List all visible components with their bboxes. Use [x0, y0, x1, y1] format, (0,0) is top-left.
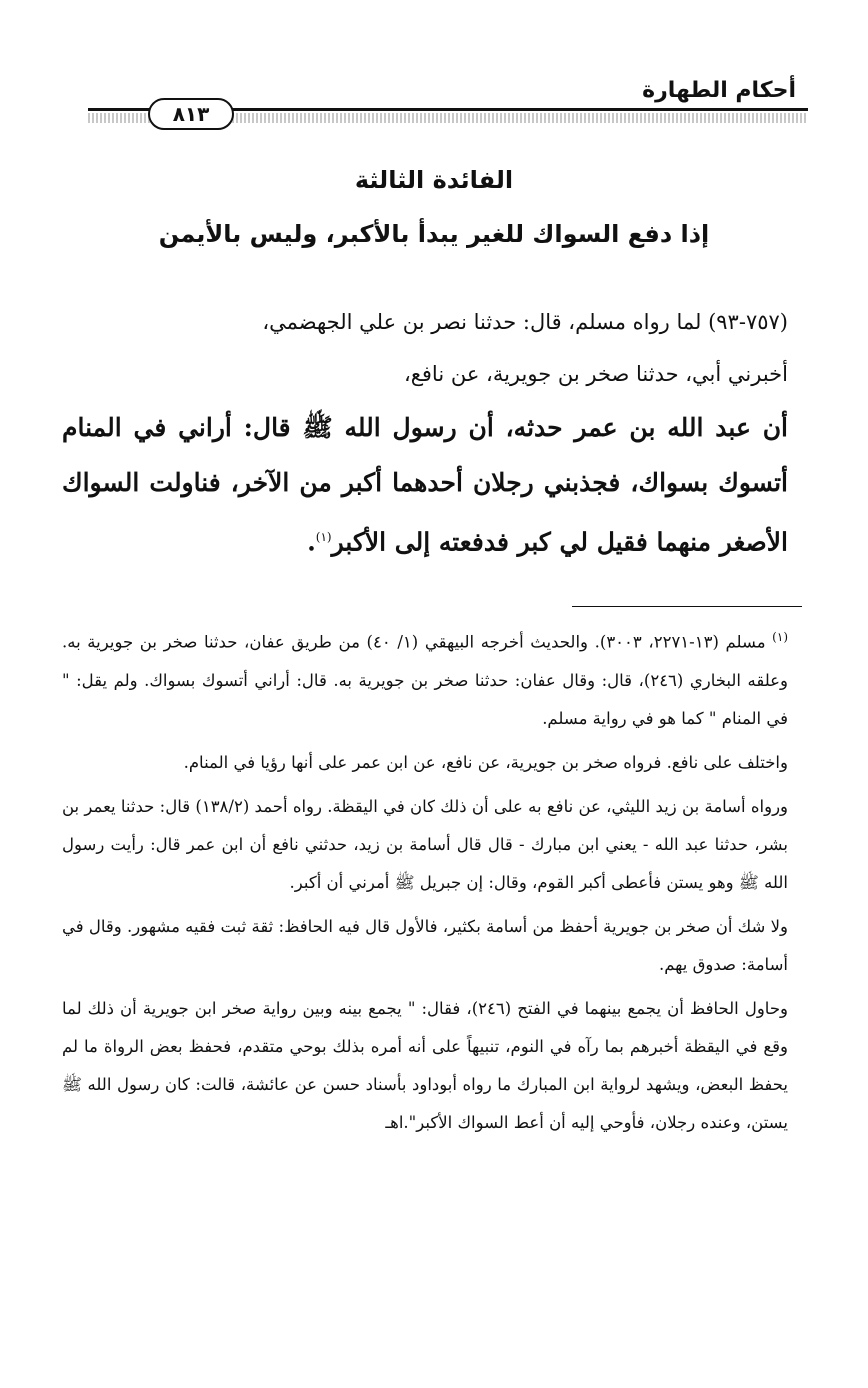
hadith-line-2: أتسوك بسواك، فجذبني رجلان أحدهما أكبر من الآخر، فناولت السواك [62, 468, 788, 497]
hadith-line-3-text: الأصغر منهما فقيل لي كبر فدفعته إلى الأكبر [331, 527, 788, 557]
isnad-line-2: أخبرني أبي، حدثنا صخر بن جويرية، عن نافع، [403, 362, 788, 386]
footnote-1-text: مسلم (١٣-٢٢٧١، ٣٠٠٣). والحديث أخرجه البيهقي (١/ ٤٠) من طريق عفان، حدثنا صخر بن جويرية به. وعلقه البخاري (٢٤٦)، قال: وقال عفان: حدثنا صخر بن جويرية به. قال: أراني أتسوك بسواك. ولم يقل: " في المنام " كما هو في رواية مسلم. [62, 632, 788, 728]
page-number: ٨١٣ [148, 98, 234, 130]
hadith-text [62, 400, 788, 569]
footnotes [62, 618, 788, 1148]
section-title: الفائدة الثالثة [354, 166, 514, 194]
footnote-paragraph-5: وحاول الحافظ أن يجمع بينهما في الفتح (٢٤٦)، فقال: " يجمع بينه وبين رواية صخر ابن جويرية أن ذلك لما وقع في اليقظة أخبرهم بما رآه في النوم، تنبيهاً على أنه أمره بذلك بوحي متقدم، فحفظ بعض الرواة ما لم يحفظ البعض، ويشهد لرواية ابن المبارك ما رواه أبوداود بأسناد حسن عن عائشة، قالت: كان رسول الله ﷺ يستن، وعنده رجلان، فأوحي إليه أن أعط السواك الأكبر".اهـ [62, 998, 788, 1132]
footnote-1-marker: (١) [772, 630, 788, 644]
main-text [62, 296, 788, 569]
footnote-marker: (١) [315, 530, 332, 544]
hadith-line-3 [62, 510, 788, 569]
footnote-paragraph-4: ولا شك أن صخر بن جويرية أحفظ من أسامة بكثير، فالأول قال فيه الحافظ: ثقة ثبت فقيه مشهور. وقال في أسامة: صدوق يهم. [62, 916, 788, 974]
running-title: أحكام الطهارة [642, 78, 796, 103]
footnote-1 [62, 618, 788, 738]
section-subtitle: إذا دفع السواك للغير يبدأ بالأكبر، وليس بالأيمن [158, 220, 710, 248]
isnad-line-1: (٧٥٧-٩٣) لما رواه مسلم، قال: حدثنا نصر بن علي الجهضمي، [262, 310, 788, 334]
hadith-end-punct: . [307, 527, 316, 557]
hadith-line-1: أن عبد الله بن عمر حدثه، أن رسول الله ﷺ قال: أراني في المنام [62, 413, 788, 442]
footnote-paragraph-2: واختلف على نافع. فرواه صخر بن جويرية، عن نافع، عن ابن عمر على أنها رؤيا في المنام. [183, 752, 788, 772]
footnote-separator [572, 606, 802, 607]
footnote-paragraph-3: ورواه أسامة بن زيد الليثي، عن نافع به على أن ذلك كان في اليقظة. رواه أحمد (١٣٨/٢) قال: حدثنا يعمر بن بشر، حدثنا عبد الله - يعني ابن مبارك - قال قال أسامة بن زيد، حدثني نافع أن ابن عمر قال: رأيت رسول الله ﷺ وهو يستن فأعطى أكبر القوم، وقال: إن جبريل ﷺ أمرني أن أكبر. [62, 796, 789, 892]
